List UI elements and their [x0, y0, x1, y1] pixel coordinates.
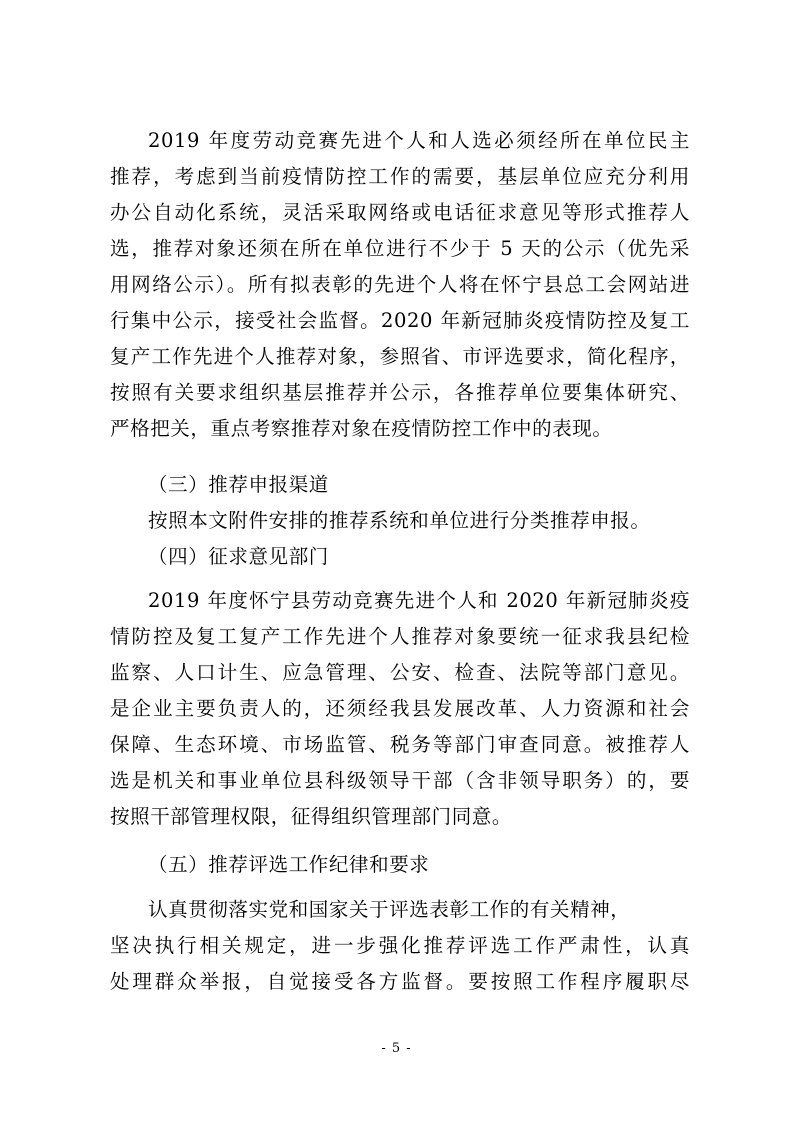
paragraph-line: 按照有关要求组织基层推荐并公示，各推荐单位要集体研究、	[110, 381, 690, 404]
paragraph-line: 2019 年度怀宁县劳动竞赛先进个人和 2020 年新冠肺炎疫	[148, 589, 690, 612]
paragraph-line: 监察、人口计生、应急管理、公安、检查、法院等部门意见。	[110, 661, 690, 684]
section-heading: （四）征求意见部门	[148, 545, 329, 568]
paragraph-line: 用网络公示）。所有拟表彰的先进个人将在怀宁县总工会网站进	[110, 273, 690, 296]
paragraph-line: 坚决执行相关规定，进一步强化推荐评选工作严肃性，认真	[110, 934, 690, 957]
section-heading: （五）推荐评选工作纪律和要求	[148, 853, 430, 876]
paragraph-line: 按照干部管理权限，征得组织管理部门同意。	[110, 805, 513, 828]
page-number: - 5 -	[381, 1041, 412, 1056]
paragraph-line: 复产工作先进个人推荐对象，参照省、市评选要求，简化程序，	[110, 345, 690, 368]
paragraph-line: 选是机关和事业单位县科级领导干部（含非领导职务）的，要	[110, 769, 690, 792]
paragraph-line: 处理群众举报，自觉接受各方监督。要按照工作程序履职尽	[110, 970, 690, 993]
paragraph-line: 选，推荐对象还须在所在单位进行不少于 5 天的公示（优先采	[110, 237, 690, 260]
paragraph-line: 认真贯彻落实党和国家关于评选表彰工作的有关精神，	[148, 898, 631, 921]
paragraph-line: 2019 年度劳动竞赛先进个人和人选必须经所在单位民主	[148, 129, 690, 152]
paragraph-line: 行集中公示，接受社会监督。2020 年新冠肺炎疫情防控及复工	[110, 309, 690, 332]
paragraph-line: 情防控及复工复产工作先进个人推荐对象要统一征求我县纪检	[110, 625, 690, 648]
paragraph-line: 严格把关，重点考察推荐对象在疫情防控工作中的表现。	[110, 417, 613, 440]
paragraph-line: 保障、生态环境、市场监管、税务等部门审查同意。被推荐人	[110, 733, 690, 756]
paragraph-line: 推荐，考虑到当前疫情防控工作的需要，基层单位应充分利用	[110, 165, 690, 188]
paragraph-line: 办公自动化系统，灵活采取网络或电话征求意见等形式推荐人	[110, 201, 690, 224]
paragraph-line: 按照本文附件安排的推荐系统和单位进行分类推荐申报。	[148, 509, 651, 532]
paragraph-line: 是企业主要负责人的，还须经我县发展改革、人力资源和社会	[110, 697, 690, 720]
section-heading: （三）推荐申报渠道	[148, 473, 329, 496]
